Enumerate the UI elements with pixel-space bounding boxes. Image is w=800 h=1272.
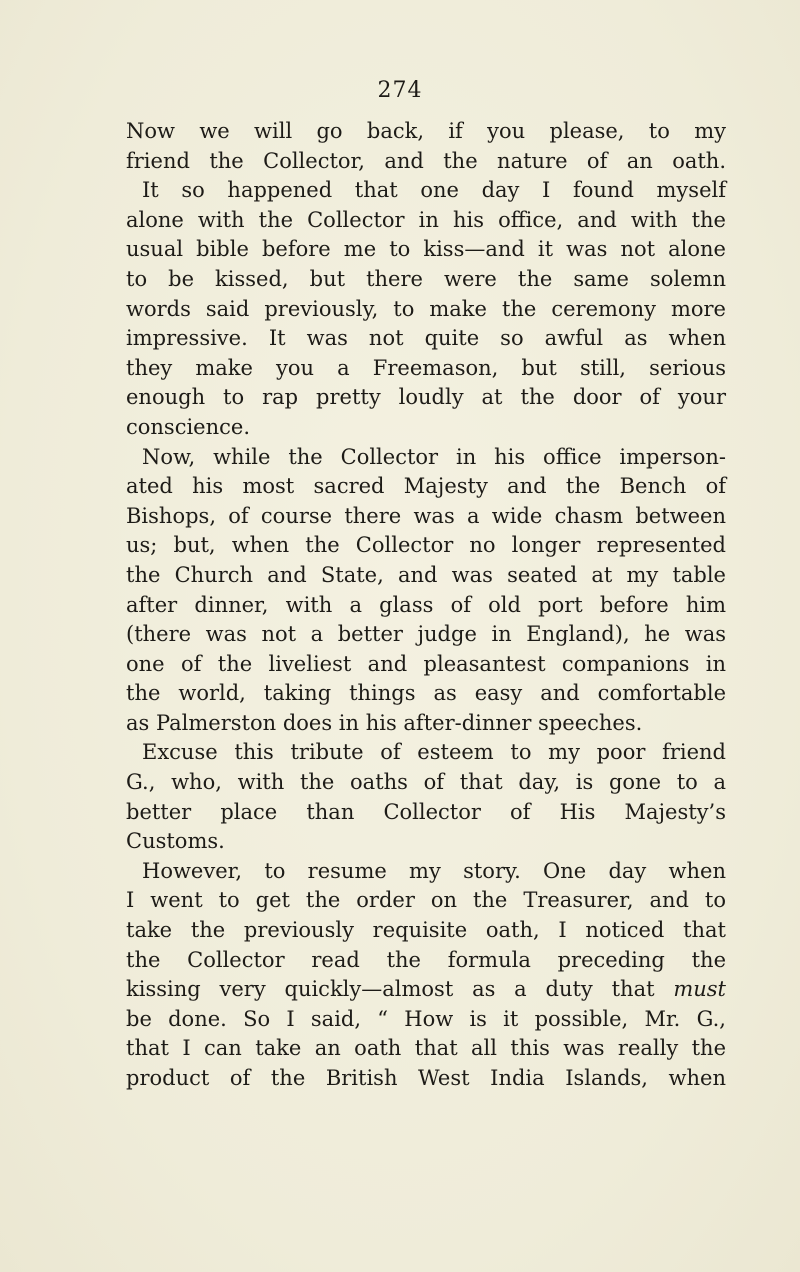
text-line: as Palmerston does in his after-dinner speeches. — [126, 710, 643, 735]
text-line: product of the British West India Islands, when — [126, 1066, 726, 1090]
text-line: the Collector read the formula preceding the — [126, 947, 726, 972]
text-line: take the previously requisite oath, I noticed that — [126, 918, 726, 943]
text-line: to be kissed, but there were the same solemn — [126, 266, 726, 291]
text-line: Customs. — [126, 829, 225, 854]
text-line: us; but, when the Collector no longer represented — [126, 533, 726, 558]
text-line: impressive. It was not quite so awful as when — [126, 326, 726, 351]
text-line: ated his most sacred Majesty and the Bench of — [126, 474, 726, 499]
text-line: the world, taking things as easy and comfortable — [126, 681, 726, 706]
text-line: friend the Collector, and the nature of an oath. — [126, 148, 726, 173]
text-line: (there was not a better judge in England), he was — [126, 622, 726, 647]
text-line: alone with the Collector in his office, and with the — [126, 207, 726, 232]
emphasis-must: must — [673, 977, 726, 1002]
body-text — [126, 117, 726, 1094]
text-line: one of the liveliest and pleasantest companions in — [126, 651, 726, 676]
page-number: 274 — [377, 78, 423, 103]
text-line: Excuse this tribute of esteem to my poor friend — [142, 740, 726, 765]
text-line: I went to get the order on the Treasurer, and to — [126, 888, 726, 913]
text-line: that I can take an oath that all this was really the — [126, 1036, 726, 1061]
text-line: after dinner, with a glass of old port before him — [126, 592, 726, 617]
text-line: Now we will go back, if you please, to my — [126, 119, 726, 143]
text-line: Now, while the Collector in his office imperson- — [142, 444, 726, 469]
text-line: G., who, with the oaths of that day, is gone to a — [126, 770, 726, 795]
text-line: It so happened that one day I found myself — [142, 178, 726, 203]
text-line: enough to rap pretty loudly at the door of your — [126, 385, 726, 410]
text-line: be done. So I said, “ How is it possible, Mr. G., — [126, 1006, 726, 1031]
text-line: better place than Collector of His Majesty’s — [126, 799, 726, 824]
text-line: Bishops, of course there was a wide chasm between — [126, 503, 726, 528]
text-line: they make you a Freemason, but still, serious — [126, 355, 726, 380]
text-line: the Church and State, and was seated at my table — [126, 562, 726, 587]
text-line: conscience. — [126, 414, 251, 439]
text-line: kissing very quickly—almost as a duty that must — [126, 977, 726, 1002]
text-line: usual bible before me to kiss—and it was not alone — [126, 237, 726, 262]
text-line: words said previously, to make the ceremony more — [126, 296, 726, 321]
text-line: However, to resume my story. One day when — [142, 858, 726, 883]
